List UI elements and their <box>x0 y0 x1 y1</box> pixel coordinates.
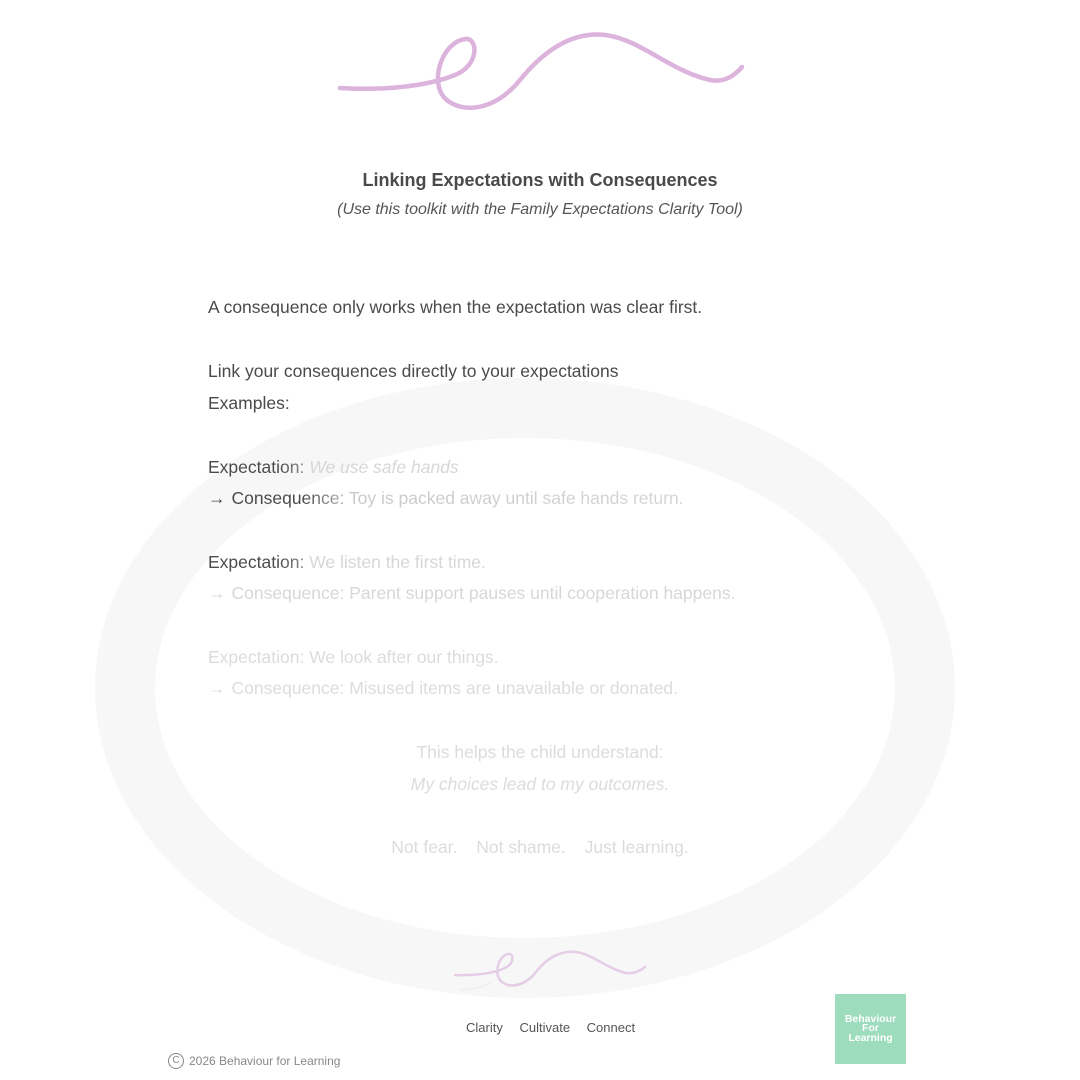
consequence-text: Consequence: Parent support pauses until cooperation happens. <box>231 583 736 603</box>
page-subtitle: (Use this toolkit with the Family Expectations Clarity Tool) <box>337 201 743 218</box>
page-title: Linking Expectations with Consequences <box>362 170 718 190</box>
footer-links <box>466 1020 648 1035</box>
expectation-label: Expectation: <box>208 647 305 667</box>
consequence-text: Consequence: Misused items are unavailable or donated. <box>231 678 679 698</box>
example-1-consequence <box>208 488 684 509</box>
example-2-expectation <box>208 552 486 573</box>
expectation-text: We look after our things. <box>309 647 499 667</box>
logo-line-2: For <box>862 1022 879 1035</box>
logo-line-1: Behaviour <box>844 1012 897 1025</box>
copyright <box>168 1053 340 1069</box>
tagline-learning: Just learning. <box>584 837 689 857</box>
arrow-icon: → <box>208 678 226 698</box>
copyright-icon: C <box>168 1053 184 1069</box>
arrow-icon: → <box>208 583 226 603</box>
example-3-expectation <box>208 647 499 668</box>
logo-line-3: Learning <box>848 1031 893 1044</box>
footer-link-clarity: Clarity <box>466 1020 503 1035</box>
choices-line: My choices lead to my outcomes. <box>410 774 670 794</box>
swirl-decoration-bottom <box>450 945 650 995</box>
expectation-label: Expectation: <box>208 552 305 572</box>
expectation-label: Expectation: <box>208 457 305 477</box>
intro-text: A consequence only works when the expectation was clear first. <box>208 297 703 317</box>
swirl-decoration-top <box>330 25 750 120</box>
expectation-text: We use safe hands <box>309 457 459 477</box>
consequence-text: Consequence: Toy is packed away until safe hands return. <box>231 488 684 508</box>
examples-label: Examples: <box>208 393 290 413</box>
arrow-icon: → <box>208 488 226 508</box>
tagline <box>0 837 1080 858</box>
helps-line: This helps the child understand: <box>416 742 664 762</box>
example-2-consequence <box>208 583 735 604</box>
brand-logo <box>835 994 906 1064</box>
example-1-expectation <box>208 457 459 478</box>
tagline-fear: Not fear. <box>391 837 458 857</box>
link-instruction: Link your consequences directly to your expectations <box>208 361 619 381</box>
footer-link-connect: Connect <box>586 1020 636 1035</box>
tagline-shame: Not shame. <box>476 837 566 857</box>
expectation-text: We listen the first time. <box>309 552 486 572</box>
footer-link-cultivate: Cultivate <box>519 1020 571 1035</box>
example-3-consequence <box>208 678 678 699</box>
copyright-text: 2026 Behaviour for Learning <box>189 1054 341 1068</box>
